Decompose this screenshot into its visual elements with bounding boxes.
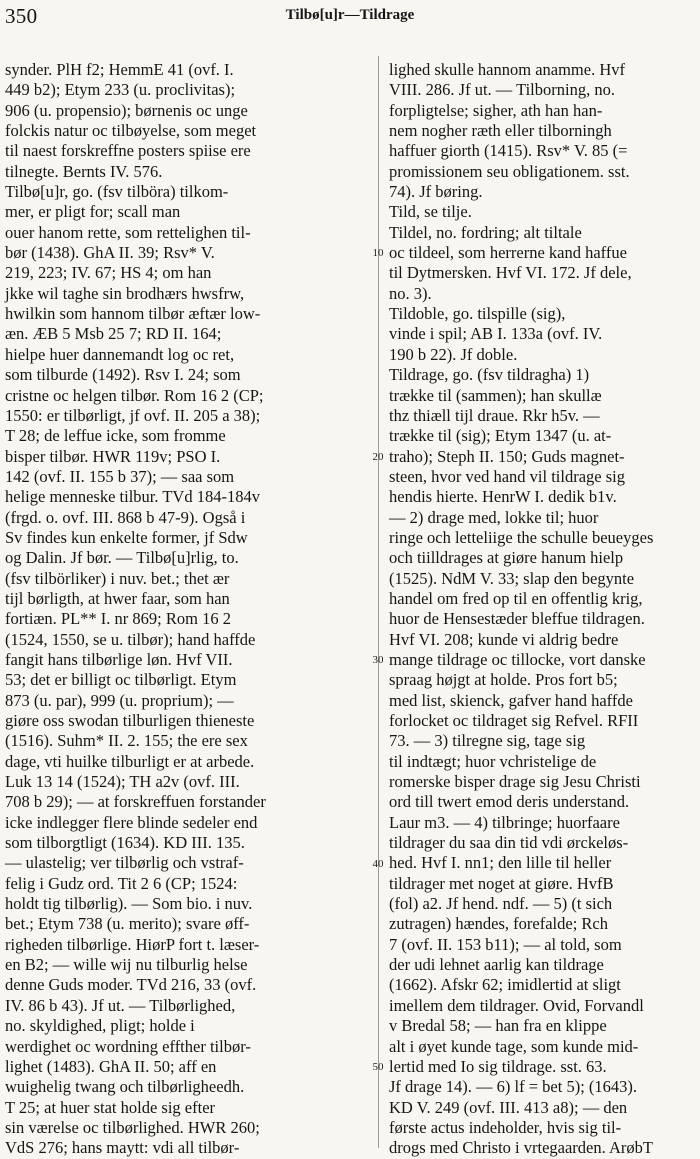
text-line: 190 b 22). Jf doble. <box>389 344 518 364</box>
page-number: 350 <box>5 4 38 28</box>
text-line: thz thiæll tijl draue. Rkr h5v. — <box>389 405 600 425</box>
text-line: VdS 276; hans maytt: vdi all tilbør- <box>5 1138 240 1158</box>
text-line: (fsv tilbörliker) i nuv. bet.; thet ær <box>5 568 230 588</box>
line-number-marker: 30 <box>372 654 384 667</box>
text-line: och tiilldrages at giøre hanum hielp <box>389 548 624 568</box>
text-line: helige menneske tilbur. TVd 184-184v <box>5 487 260 507</box>
text-line: spraag højgt at holde. Pros fort b5; <box>389 670 618 690</box>
text-line: hielpe huer dannemandt log oc ret, <box>5 344 235 364</box>
text-line: KD V. 249 (ovf. III. 413 a8); — den <box>389 1097 628 1117</box>
text-line: bør (1438). GhA II. 39; Rsv* V. <box>5 243 215 263</box>
text-line: (1516). Suhm* II. 2. 155; the ere sex <box>5 731 248 751</box>
text-line: ringe och letteliige the schulle beueyges <box>389 527 654 547</box>
text-line: Laur m3. — 4) tilbringe; huorfaare <box>389 812 620 832</box>
line-number-marker: 20 <box>372 450 384 463</box>
text-line: 53; det er billigt oc tilbørligt. Etym <box>5 670 237 690</box>
column-divider <box>378 56 379 1148</box>
text-line: icke indlegger flere blinde sedeler end <box>5 812 258 832</box>
running-head: Tilbø[u]r—Tildrage <box>285 7 415 23</box>
text-line: hed. Hvf I. nn1; den lille til heller <box>389 853 612 873</box>
page-header <box>0 2 700 30</box>
text-line: til indtægt; huor vchristelige de <box>389 751 597 771</box>
line-number-marker: 50 <box>372 1061 384 1074</box>
right-column <box>389 60 695 1159</box>
text-line: huor de Hensestæder bleffue tildragen. <box>389 609 645 629</box>
text-line: Tildel, no. fordring; alt tiltale <box>389 222 582 242</box>
left-column <box>5 60 367 1159</box>
text-line: wuighelig twang och tilbørligheedh. <box>5 1077 245 1097</box>
text-line: (fol) a2. Jf hend. ndf. — 5) (t sich <box>389 894 613 914</box>
text-line: holdt tig tilbørlig). — Som bio. i nuv. <box>5 894 253 914</box>
text-line: folckis natur oc tilbøyelse, som meget <box>5 121 257 141</box>
text-line: 1550: er tilbørligt, jf ovf. II. 205 a 38); <box>5 405 261 425</box>
text-line: — ulastelig; ver tilbørlig och vstraf- <box>5 853 244 873</box>
line-number-marker: 40 <box>372 857 384 870</box>
text-line: romerske bisper drage sig Jesu Christi <box>389 772 641 792</box>
text-line: cristne oc helgen tilbør. Rom 16 2 (CP; <box>5 385 264 405</box>
text-line: ord till twert emod deris understand. <box>389 792 630 812</box>
text-line: med list, skienck, gafver hand haffde <box>389 690 633 710</box>
text-line: v Bredal 58; — han fra en klippe <box>389 1016 607 1036</box>
text-line: dage, vti huilke tilburligt er at arbede. <box>5 751 255 771</box>
text-line: sin værelse oc tilbørlighed. HWR 260; <box>5 1117 260 1137</box>
text-line: lighet (1483). GhA II. 50; aff en <box>5 1056 217 1076</box>
text-line: som tilborgtligt (1634). KD III. 135. <box>5 833 245 853</box>
text-line: traho); Steph II. 150; Guds magnet- <box>389 446 625 466</box>
text-line: en B2; — wille wij nu tilburlig helse <box>5 955 248 975</box>
text-line: 449 b2); Etym 233 (u. proclivitas); <box>5 80 236 100</box>
text-line: Jf drage 14). — 6) lf = bet 5); (1643). <box>389 1077 638 1097</box>
text-line: og Dalin. Jf bør. — Tilbø[u]rlig, to. <box>5 548 239 568</box>
text-line: Tildoble, go. tilspille (sig), <box>389 304 566 324</box>
text-line: 142 (ovf. II. 155 b 37); — saa som <box>5 466 235 486</box>
text-line: no. 3). <box>389 283 432 303</box>
text-line: (1524, 1550, se u. tilbør); hand haffde <box>5 629 256 649</box>
text-line: 708 b 29); — at forskreffuen forstander <box>5 792 266 812</box>
text-line: ouer hanom rette, som rettelighen til- <box>5 222 251 242</box>
text-line: Tild, se tilje. <box>389 202 472 222</box>
text-line: oc tildeel, som herrerne kand haffue <box>389 243 627 263</box>
text-line: der udi lehnet aarlig kan tildrage <box>389 955 604 975</box>
text-line: drogs med Christo i vrtegaarden. ArøbT <box>389 1138 653 1158</box>
text-line: 906 (u. propensio); børnenis oc unge <box>5 100 248 120</box>
text-line: forlocket oc tildraget sig Refvel. RFII <box>389 711 639 730</box>
text-line: (1525). NdM V. 33; slap den begynte <box>389 568 635 588</box>
text-line: — 2) drage med, lokke til; huor <box>389 507 599 527</box>
text-line: Hvf VI. 208; kunde vi aldrig bedre <box>389 629 619 649</box>
text-line: 873 (u. par), 999 (u. proprium); — <box>5 690 234 710</box>
text-line: trække til (sammen); han skullæ <box>389 385 602 405</box>
text-line: promissionem seu obligationem. sst. <box>389 161 630 181</box>
text-line: 7 (ovf. II. 153 b11); — al told, som <box>389 934 622 954</box>
text-line: righeden tilbørlige. HiørP fort t. læser- <box>5 934 260 954</box>
text-line: lighed skulle hannom anamme. Hvf <box>389 60 625 79</box>
text-line: tilnegte. Bernts IV. 576. <box>5 161 163 181</box>
text-line: imellem dem tildrager. Ovid, Forvandl <box>389 995 644 1015</box>
text-line: Tilbø[u]r, go. (fsv tilböra) tilkom- <box>5 182 229 202</box>
text-line: T 28; de leffue icke, som fromme <box>5 426 226 446</box>
text-line: æn. ÆB 5 Msb 25 7; RD II. 164; <box>5 324 222 344</box>
text-line: synder. PlH f2; HemmE 41 (ovf. I. <box>5 60 234 79</box>
text-line: denne Guds moder. TVd 216, 33 (ovf. <box>5 975 257 995</box>
text-line: Luk 13 14 (1524); TH a2v (ovf. III. <box>5 772 240 792</box>
line-number-marker: 10 <box>372 247 384 260</box>
text-line: 219, 223; IV. 67; HS 4; om han <box>5 263 212 283</box>
text-line: til Dytmersken. Hvf VI. 172. Jf dele, <box>389 263 632 283</box>
text-line: felig i Gudz ord. Tit 2 6 (CP; 1524: <box>5 873 238 893</box>
text-line: alt i øyet kunde tage, som kunde mid- <box>389 1036 639 1056</box>
text-line: bisper tilbør. HWR 119v; PSO I. <box>5 446 221 466</box>
text-line: tildrager du saa din tid vdi ørckeløs- <box>389 833 629 853</box>
text-line: fortiæn. PL** I. nr 869; Rom 16 2 <box>5 609 231 629</box>
text-line: VIII. 286. Jf ut. — Tilborning, no. <box>389 80 615 100</box>
text-line: til naest forskreffne posters spiise ere <box>5 141 251 161</box>
text-line: werdighet oc wordning effther tilbør- <box>5 1036 251 1056</box>
text-line: Tildrage, go. (fsv tildragha) 1) <box>389 365 590 385</box>
text-line: tijl børligth, at hwer faar, som han <box>5 588 230 608</box>
text-line: steen, hvor ved hand vil tildrage sig <box>389 466 625 486</box>
text-line: forpligtelse; sigher, ath han han- <box>389 100 603 120</box>
text-line: hendis hierte. HenrW I. dedik b1v. <box>389 487 617 507</box>
text-line: jkke wil taghe sin brodhærs hwsfrw, <box>5 283 245 303</box>
text-line: zutragen) hændes, forefalde; Rch <box>389 914 608 934</box>
text-line: (1662). Afskr 62; imidlertid at sligt <box>389 975 621 995</box>
text-line: bet.; Etym 738 (u. merito); svare øff- <box>5 914 250 934</box>
text-line: (frgd. o. ovf. III. 868 b 47-9). Også i <box>5 507 246 527</box>
text-line: no. skyldighed, pligt; holde i <box>5 1016 195 1036</box>
text-line: haffuer giorth (1415). Rsv* V. 85 (= <box>389 141 628 161</box>
text-line: trække til (sig); Etym 1347 (u. at- <box>389 426 612 446</box>
text-line: 73. — 3) tilregne sig, tage sig <box>389 731 586 751</box>
text-line: handel om fred op til en offentlig krig, <box>389 588 643 608</box>
text-line: fangit hans tilbørlige løn. Hvf VII. <box>5 649 233 669</box>
text-line: som tilburde (1492). Rsv I. 24; som <box>5 365 241 385</box>
text-line: hwilkin som hannom tilbør æftær low- <box>5 304 261 324</box>
text-line: mer, er pligt for; scall man <box>5 202 181 222</box>
text-line: lertid med Io sig tildrage. sst. 63. <box>389 1056 607 1076</box>
text-line: første actus indeholder, hvis sig til- <box>389 1117 622 1137</box>
text-line: 74). Jf børing. <box>389 182 483 202</box>
text-line: T 25; at huer stat holde sig efter <box>5 1097 216 1117</box>
text-line: vinde i spil; AB I. 133a (ovf. IV. <box>389 324 603 344</box>
text-line: Sv findes kun enkelte former, jf Sdw <box>5 527 248 547</box>
text-line: tildrager met noget at giøre. HvfB <box>389 873 614 893</box>
text-line: giøre oss swodan tilburligen thieneste <box>5 711 255 730</box>
text-line: mange tildrage oc tillocke, vort danske <box>389 649 646 669</box>
text-line: nem nogher ræth eller tilborningh <box>389 121 612 141</box>
text-line: IV. 86 b 43). Jf ut. — Tilbørlighed, <box>5 995 236 1015</box>
